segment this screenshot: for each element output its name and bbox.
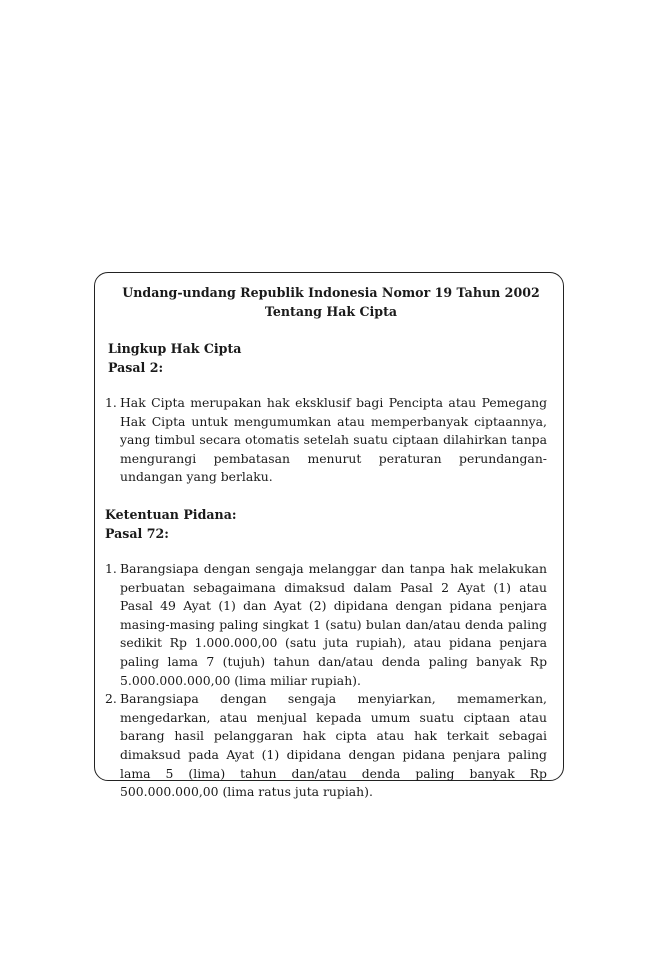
list-item	[105, 560, 547, 690]
section2-pasal: Pasal 72:	[105, 525, 169, 541]
list-item	[105, 690, 547, 802]
list-item-number: 1.	[105, 395, 117, 410]
list-item-text: Barangsiapa dengan sengaja menyiarkan, memamerkan, mengedarkan, atau menjual kepada umum suatu ciptaan atau barang hasil pelanggaran hak cipta atau hak terkait sebagai dimaksud pada Ayat (1) dipidana dengan pidana penjara paling lama 5 (lima) tahun dan/atau denda paling banyak Rp 500.000.000,00 (lima ratus juta rupiah).	[120, 691, 547, 800]
section2-heading: Ketentuan Pidana:	[105, 506, 237, 522]
notice-title-line2: Tentang Hak Cipta	[264, 304, 398, 319]
list-item-text: Barangsiapa dengan sengaja melanggar dan tanpa hak melakukan perbuatan sebagaimana dimaksud dalam Pasal 2 Ayat (1) atau Pasal 49 Ayat (1) dan Ayat (2) dipidana dengan pidana penjara masing-masing paling singkat 1 (satu) bulan dan/atau denda paling sedikit Rp 1.000.000,00 (satu juta rupiah), atau pidana penjara paling lama 7 (tujuh) tahun dan/atau denda paling banyak Rp 5.000.000.000,00 (lima miliar rupiah).	[120, 560, 547, 688]
copyright-notice-box	[94, 272, 564, 800]
list-item-number: 2.	[105, 691, 117, 707]
section1-pasal: Pasal 2:	[108, 360, 164, 375]
section1-list	[105, 394, 547, 487]
section2-list	[105, 560, 547, 802]
notice-title-line1: Undang-undang Republik Indonesia Nomor 19 Tahun 2002	[122, 285, 540, 300]
section1-heading: Lingkup Hak Cipta	[108, 341, 242, 356]
list-item-text: Hak Cipta merupakan hak eksklusif bagi Pencipta atau Pemegang Hak Cipta untuk mengumumkan atau memperbanyak ciptaannya, yang timbul secara otomatis setelah suatu ciptaan dilahirkan tanpa mengurangi pembatasan menurut peraturan perundangan-undangan yang berlaku.	[120, 395, 547, 485]
list-item	[105, 394, 547, 487]
list-item-number: 1.	[105, 560, 117, 576]
